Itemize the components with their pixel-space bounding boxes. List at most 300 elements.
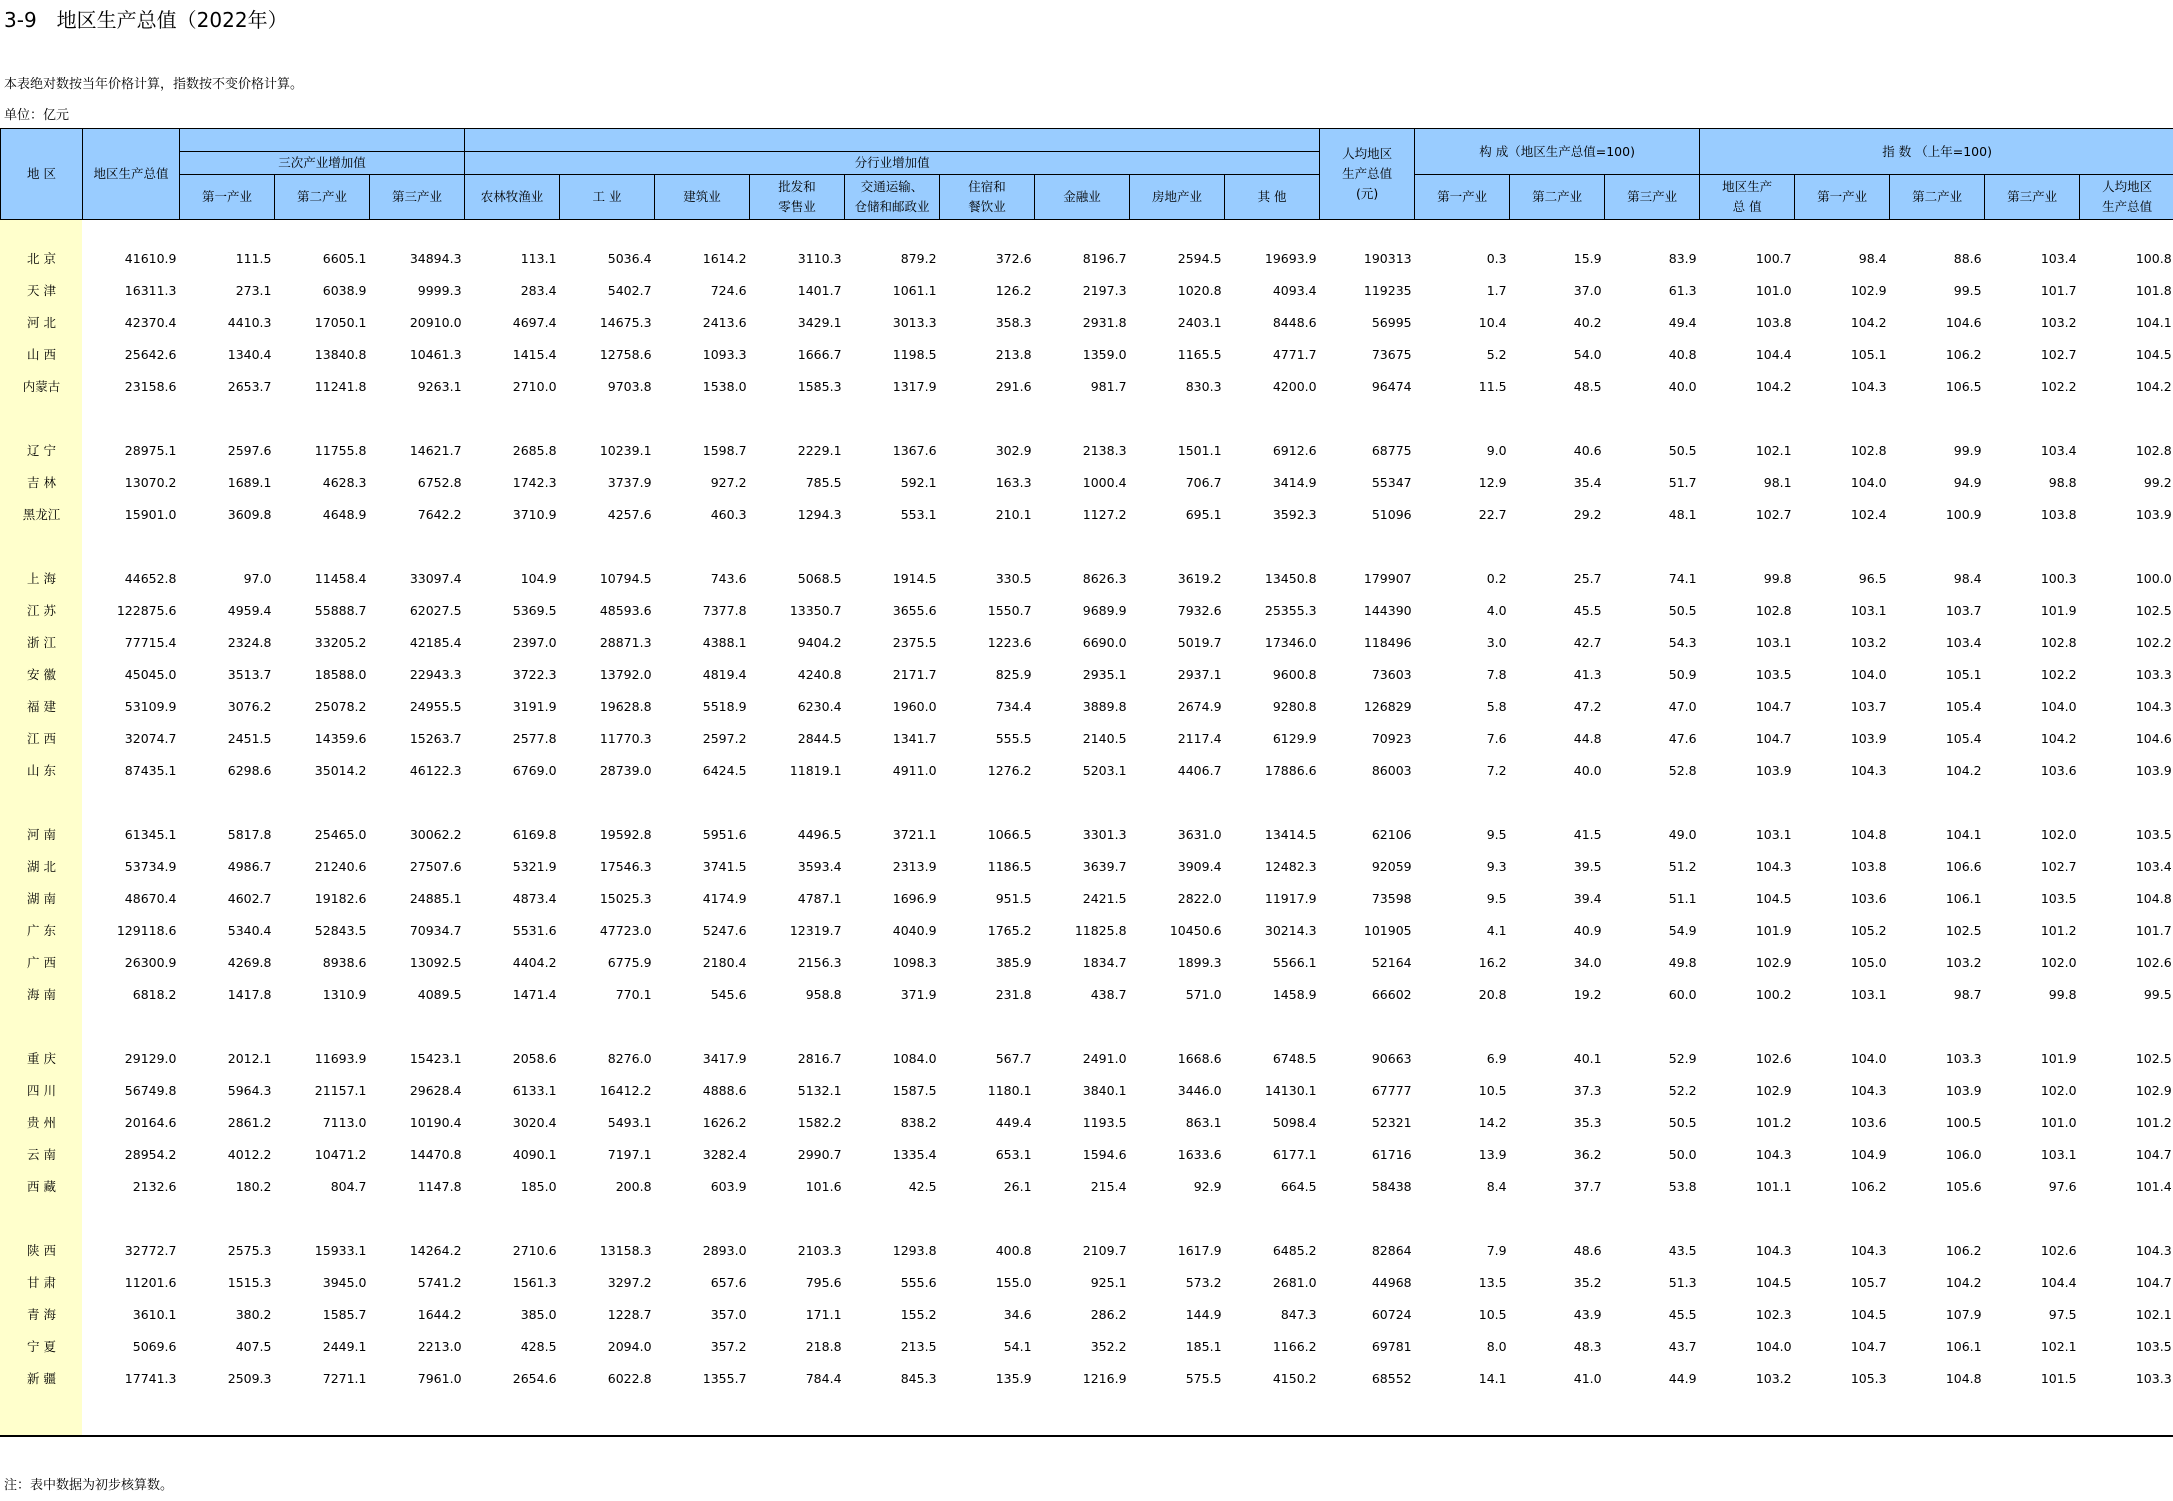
- table-cell: 9.5: [1486, 890, 1507, 906]
- table-cell: 55888.7: [314, 602, 367, 618]
- table-cell: 1626.2: [702, 1114, 747, 1130]
- table-cell: 70934.7: [409, 922, 462, 938]
- table-cell: 97.0: [243, 570, 272, 586]
- table-cell: 5518.9: [702, 698, 747, 714]
- table-cell: 286.2: [1090, 1306, 1127, 1322]
- table-cell: 33205.2: [314, 634, 367, 650]
- table-cell: 1598.7: [702, 442, 747, 458]
- table-cell: 7961.0: [417, 1370, 462, 1386]
- table-cell: 2935.1: [1082, 666, 1127, 682]
- table-cell: 104.7: [1755, 698, 1792, 714]
- table-cell: 15423.1: [409, 1050, 462, 1066]
- table-cell: 2710.0: [512, 378, 557, 394]
- table-cell: 103.9: [2135, 762, 2172, 778]
- table-cell: 10794.5: [599, 570, 652, 586]
- table-cell: 1899.3: [1177, 954, 1222, 970]
- table-cell: 37.0: [1573, 282, 1602, 298]
- table-cell: 126.2: [995, 282, 1032, 298]
- table-cell: 102.7: [2040, 858, 2077, 874]
- table-cell: 105.0: [1850, 954, 1887, 970]
- table-cell: 17886.6: [1264, 762, 1317, 778]
- table-cell: 102.8: [2135, 442, 2172, 458]
- table-cell: 958.8: [805, 986, 842, 1002]
- table-cell: 99.9: [1953, 442, 1982, 458]
- table-cell: 2654.6: [512, 1370, 557, 1386]
- table-cell: 100.8: [2135, 250, 2172, 266]
- table-cell: 107.9: [1945, 1306, 1982, 1322]
- table-cell: 2140.5: [1082, 730, 1127, 746]
- table-cell: 3429.1: [797, 314, 842, 330]
- header-index: 指 数 （上年=100): [1700, 129, 2173, 175]
- table-cell: 100.7: [1755, 250, 1792, 266]
- table-cell: 100.9: [1945, 506, 1982, 522]
- table-cell: 15025.3: [599, 890, 652, 906]
- table-cell: 1515.3: [227, 1274, 272, 1290]
- table-cell: 8196.7: [1082, 250, 1127, 266]
- table-cell: 101.2: [2040, 922, 2077, 938]
- table-cell: 104.3: [1850, 378, 1887, 394]
- region-name: 青 海: [27, 1307, 56, 1322]
- table-cell: 44.9: [1668, 1370, 1697, 1386]
- table-cell: 99.2: [2143, 474, 2172, 490]
- table-cell: 106.2: [1850, 1178, 1887, 1194]
- table-cell: 68775: [1371, 442, 1412, 458]
- table-cell: 16412.2: [599, 1082, 652, 1098]
- table-cell: 35.4: [1573, 474, 1602, 490]
- table-cell: 4040.9: [892, 922, 937, 938]
- header-idx-gdp: [1700, 175, 1795, 220]
- table-cell: 103.2: [2040, 314, 2077, 330]
- table-cell: 3909.4: [1177, 858, 1222, 874]
- table-cell: 42.5: [908, 1178, 937, 1194]
- table-cell: 3013.3: [892, 314, 937, 330]
- table-cell: 49.4: [1668, 314, 1697, 330]
- table-cell: 55347: [1371, 474, 1412, 490]
- table-cell: 21240.6: [314, 858, 367, 874]
- table-cell: 103.6: [2040, 762, 2077, 778]
- table-cell: 54.3: [1668, 634, 1697, 650]
- table-cell: 12758.6: [599, 346, 652, 362]
- table-cell: 103.8: [1850, 858, 1887, 874]
- table-cell: 104.3: [1755, 1242, 1792, 1258]
- table-cell: 1561.3: [512, 1274, 557, 1290]
- table-cell: 3.0: [1486, 634, 1507, 650]
- table-cell: 4496.5: [797, 826, 842, 842]
- table-cell: 103.8: [1755, 314, 1792, 330]
- table-cell: 2180.4: [702, 954, 747, 970]
- table-cell: 2816.7: [797, 1050, 842, 1066]
- header-primary: 第一产业: [180, 175, 275, 220]
- header-per-capita: [1320, 129, 1415, 220]
- table-cell: 302.9: [995, 442, 1032, 458]
- table-cell: 2449.1: [322, 1338, 367, 1354]
- table-cell: 102.9: [1755, 1082, 1792, 1098]
- table-cell: 74.1: [1668, 570, 1697, 586]
- table-cell: 1147.8: [417, 1178, 462, 1194]
- table-cell: 1061.1: [892, 282, 937, 298]
- table-cell: 4986.7: [227, 858, 272, 874]
- table-cell: 49.8: [1668, 954, 1697, 970]
- table-cell: 103.2: [1850, 634, 1887, 650]
- table-cell: 155.2: [900, 1306, 937, 1322]
- table-cell: 7271.1: [322, 1370, 367, 1386]
- table-cell: 61345.1: [124, 826, 177, 842]
- table-cell: 40.8: [1668, 346, 1697, 362]
- table-cell: 40.1: [1573, 1050, 1602, 1066]
- table-cell: 106.6: [1945, 858, 1982, 874]
- table-cell: 3889.8: [1082, 698, 1127, 714]
- table-cell: 11770.3: [599, 730, 652, 746]
- table-cell: 2575.3: [227, 1242, 272, 1258]
- table-cell: 104.3: [1850, 1082, 1887, 1098]
- table-cell: 1585.3: [797, 378, 842, 394]
- table-cell: 28954.2: [124, 1146, 177, 1162]
- table-cell: 1501.1: [1177, 442, 1222, 458]
- table-cell: 50.5: [1668, 442, 1697, 458]
- table-row: [1, 466, 2173, 498]
- table-cell: 218.8: [805, 1338, 842, 1354]
- header-industry: 工 业: [560, 175, 655, 220]
- table-cell: 6605.1: [322, 250, 367, 266]
- spacer-cell: [1, 1202, 2173, 1234]
- table-cell: 101.6: [805, 1178, 842, 1194]
- table-cell: 104.8: [2135, 890, 2172, 906]
- table-cell: 16311.3: [124, 282, 177, 298]
- table-cell: 5203.1: [1082, 762, 1127, 778]
- table-cell: 7113.0: [322, 1114, 367, 1130]
- table-cell: 52.9: [1668, 1050, 1697, 1066]
- table-cell: 106.0: [1945, 1146, 1982, 1162]
- region-name: 河 南: [27, 827, 56, 842]
- table-cell: 101.2: [1755, 1114, 1792, 1130]
- table-cell: 460.3: [710, 506, 747, 522]
- table-cell: 47723.0: [599, 922, 652, 938]
- table-cell: 101905: [1363, 922, 1412, 938]
- table-cell: 54.9: [1668, 922, 1697, 938]
- table-cell: 14675.3: [599, 314, 652, 330]
- table-cell: 119235: [1363, 282, 1412, 298]
- table-cell: 1582.2: [797, 1114, 842, 1130]
- table-cell: 2171.7: [892, 666, 937, 682]
- table-cell: 11241.8: [314, 378, 367, 394]
- table-cell: 657.6: [710, 1274, 747, 1290]
- table-cell: 7197.1: [607, 1146, 652, 1162]
- table-cell: 2710.6: [512, 1242, 557, 1258]
- header-hotel-line1: 住宿和: [968, 179, 1006, 194]
- table-cell: 981.7: [1090, 378, 1127, 394]
- table-cell: 47.6: [1668, 730, 1697, 746]
- region-name: 西 藏: [27, 1179, 56, 1194]
- table-cell: 43.9: [1573, 1306, 1602, 1322]
- table-body: [1, 220, 2173, 1395]
- table-cell: 135.9: [995, 1370, 1032, 1386]
- table-cell: 1.7: [1486, 282, 1507, 298]
- table-cell: 104.2: [1945, 1274, 1982, 1290]
- table-cell: 11755.8: [314, 442, 367, 458]
- table-cell: 155.0: [995, 1274, 1032, 1290]
- table-cell: 1276.2: [987, 762, 1032, 778]
- table-cell: 35.2: [1573, 1274, 1602, 1290]
- table-cell: 104.5: [1850, 1306, 1887, 1322]
- header-wholesale: [750, 175, 845, 220]
- table-cell: 105.4: [1945, 698, 1982, 714]
- table-cell: 838.2: [900, 1114, 937, 1130]
- table-row: [1, 850, 2173, 882]
- table-cell: 3721.1: [892, 826, 937, 842]
- table-cell: 804.7: [330, 1178, 367, 1194]
- table-cell: 14359.6: [314, 730, 367, 746]
- table-cell: 104.5: [1755, 1274, 1792, 1290]
- table-cell: 101.5: [2040, 1370, 2077, 1386]
- table-cell: 103.1: [2040, 1146, 2077, 1162]
- table-cell: 35.3: [1573, 1114, 1602, 1130]
- table-cell: 106.2: [1945, 346, 1982, 362]
- table-cell: 8448.6: [1272, 314, 1317, 330]
- table-cell: 2491.0: [1082, 1050, 1127, 1066]
- table-cell: 825.9: [995, 666, 1032, 682]
- table-cell: 104.8: [1945, 1370, 1982, 1386]
- table-cell: 41.5: [1573, 826, 1602, 842]
- table-cell: 13158.3: [599, 1242, 652, 1258]
- table-cell: 4602.7: [227, 890, 272, 906]
- table-cell: 1020.8: [1177, 282, 1222, 298]
- table-cell: 98.7: [1953, 986, 1982, 1002]
- table-cell: 1166.2: [1272, 1338, 1317, 1354]
- table-cell: 102.6: [1755, 1050, 1792, 1066]
- table-cell: 11819.1: [789, 762, 842, 778]
- table-cell: 25465.0: [314, 826, 367, 842]
- table-cell: 9.5: [1486, 826, 1507, 842]
- table-cell: 1180.1: [987, 1082, 1032, 1098]
- table-cell: 7.9: [1486, 1242, 1507, 1258]
- table-cell: 13070.2: [124, 474, 177, 490]
- table-cell: 4771.7: [1272, 346, 1317, 362]
- table-cell: 215.4: [1090, 1178, 1127, 1194]
- header-transport: [845, 175, 940, 220]
- table-cell: 101.2: [2135, 1114, 2172, 1130]
- table-cell: 103.9: [2135, 506, 2172, 522]
- table-cell: 32772.7: [124, 1242, 177, 1258]
- table-cell: 103.4: [2040, 250, 2077, 266]
- region-name: 陕 西: [27, 1243, 56, 1258]
- table-cell: 103.3: [2135, 666, 2172, 682]
- table-cell: 25078.2: [314, 698, 367, 714]
- table-cell: 29.2: [1573, 506, 1602, 522]
- table-cell: 5068.5: [797, 570, 842, 586]
- table-cell: 6038.9: [322, 282, 367, 298]
- table-cell: 42185.4: [409, 634, 462, 650]
- table-cell: 101.0: [2040, 1114, 2077, 1130]
- table-cell: 11693.9: [314, 1050, 367, 1066]
- table-cell: 743.6: [710, 570, 747, 586]
- table-cell: 102.1: [1755, 442, 1792, 458]
- table-cell: 102.9: [1850, 282, 1887, 298]
- table-cell: 2594.5: [1177, 250, 1222, 266]
- table-cell: 62106: [1371, 826, 1412, 842]
- table-cell: 1093.3: [702, 346, 747, 362]
- header-per-capita-line3: (元): [1355, 186, 1379, 201]
- table-cell: 5741.2: [417, 1274, 462, 1290]
- table-cell: 102.1: [2135, 1306, 2172, 1322]
- table-cell: 77715.4: [124, 634, 177, 650]
- region-name: 重 庆: [27, 1051, 56, 1066]
- table-cell: 34.6: [1003, 1306, 1032, 1322]
- region-name: 宁 夏: [27, 1339, 56, 1354]
- table-cell: 102.9: [1755, 954, 1792, 970]
- table-cell: 6177.1: [1272, 1146, 1317, 1162]
- table-cell: 951.5: [995, 890, 1032, 906]
- table-cell: 2138.3: [1082, 442, 1127, 458]
- table-cell: 97.5: [2048, 1306, 2077, 1322]
- table-cell: 53109.9: [124, 698, 177, 714]
- table-cell: 3710.9: [512, 506, 557, 522]
- table-cell: 770.1: [615, 986, 652, 1002]
- table-cell: 52.8: [1668, 762, 1697, 778]
- region-name: 北 京: [27, 251, 56, 266]
- table-cell: 1198.5: [892, 346, 937, 362]
- table-cell: 9263.1: [417, 378, 462, 394]
- table-cell: 2653.7: [227, 378, 272, 394]
- table-cell: 4150.2: [1272, 1370, 1317, 1386]
- table-cell: 102.0: [2040, 954, 2077, 970]
- table-cell: 104.0: [2040, 698, 2077, 714]
- table-row: [1, 722, 2173, 754]
- table-cell: 273.1: [235, 282, 272, 298]
- region-name: 辽 宁: [27, 443, 56, 458]
- table-cell: 695.1: [1185, 506, 1222, 522]
- group-spacer: [1, 530, 2173, 562]
- table-cell: 104.2: [1850, 314, 1887, 330]
- table-cell: 9404.2: [797, 634, 842, 650]
- table-row: [1, 594, 2173, 626]
- table-cell: 9999.3: [417, 282, 462, 298]
- table-cell: 283.4: [520, 282, 557, 298]
- table-row: [1, 1074, 2173, 1106]
- table-cell: 3592.3: [1272, 506, 1317, 522]
- table-cell: 52.2: [1668, 1082, 1697, 1098]
- table-cell: 2451.5: [227, 730, 272, 746]
- table-cell: 22.7: [1478, 506, 1507, 522]
- table-cell: 1617.9: [1177, 1242, 1222, 1258]
- table-cell: 7.8: [1486, 666, 1507, 682]
- table-cell: 104.3: [1755, 1146, 1792, 1162]
- table-cell: 5069.6: [132, 1338, 177, 1354]
- table-cell: 2324.8: [227, 634, 272, 650]
- table-cell: 43.5: [1668, 1242, 1697, 1258]
- table-cell: 106.1: [1945, 890, 1982, 906]
- table-cell: 13414.5: [1264, 826, 1317, 842]
- table-cell: 61716: [1371, 1146, 1412, 1162]
- table-cell: 61.3: [1668, 282, 1697, 298]
- region-name: 贵 州: [27, 1115, 56, 1130]
- table-cell: 4257.6: [607, 506, 652, 522]
- table-cell: 41.3: [1573, 666, 1602, 682]
- table-cell: 16.2: [1478, 954, 1507, 970]
- table-cell: 103.6: [1850, 890, 1887, 906]
- table-cell: 41.0: [1573, 1370, 1602, 1386]
- table-cell: 100.5: [1945, 1114, 1982, 1130]
- header-wholesale-line1: 批发和: [778, 179, 816, 194]
- table-cell: 105.1: [1945, 666, 1982, 682]
- table-cell: 845.3: [900, 1370, 937, 1386]
- table-cell: 3110.3: [797, 250, 842, 266]
- table-cell: 97.6: [2048, 1178, 2077, 1194]
- table-cell: 122875.6: [116, 602, 177, 618]
- table-cell: 60.0: [1668, 986, 1697, 1002]
- table-cell: 103.7: [1850, 698, 1887, 714]
- table-cell: 33097.4: [409, 570, 462, 586]
- table-cell: 34.0: [1573, 954, 1602, 970]
- table-cell: 103.2: [1755, 1370, 1792, 1386]
- table-cell: 103.7: [1945, 602, 1982, 618]
- table-cell: 734.4: [995, 698, 1032, 714]
- table-cell: 103.1: [1850, 986, 1887, 1002]
- table-cell: 3610.1: [132, 1306, 177, 1322]
- table-cell: 6424.5: [702, 762, 747, 778]
- table-cell: 4873.4: [512, 890, 557, 906]
- table-cell: 60724: [1371, 1306, 1412, 1322]
- table-cell: 4089.5: [417, 986, 462, 1002]
- table-cell: 1696.9: [892, 890, 937, 906]
- table-cell: 48.5: [1573, 378, 1602, 394]
- region-name: 安 徽: [27, 667, 56, 682]
- table-cell: 98.8: [2048, 474, 2077, 490]
- table-cell: 784.4: [805, 1370, 842, 1386]
- table-cell: 1471.4: [512, 986, 557, 1002]
- region-name: 内蒙古: [22, 379, 61, 394]
- table-cell: 10450.6: [1169, 922, 1222, 938]
- table-cell: 15901.0: [124, 506, 177, 522]
- table-cell: 3593.4: [797, 858, 842, 874]
- table-cell: 104.5: [1755, 890, 1792, 906]
- region-name: 广 东: [27, 923, 56, 938]
- table-cell: 12.9: [1478, 474, 1507, 490]
- table-row: [1, 1106, 2173, 1138]
- region-name: 山 西: [27, 347, 56, 362]
- header-hotel-line2: 餐饮业: [968, 199, 1006, 214]
- table-cell: 567.7: [995, 1050, 1032, 1066]
- table-cell: 14130.1: [1264, 1082, 1317, 1098]
- table-cell: 54.0: [1573, 346, 1602, 362]
- table-cell: 94.9: [1953, 474, 1982, 490]
- table-row: [1, 1138, 2173, 1170]
- table-cell: 5964.3: [227, 1082, 272, 1098]
- table-cell: 9689.9: [1082, 602, 1127, 618]
- table-cell: 73598: [1371, 890, 1412, 906]
- table-cell: 6690.0: [1082, 634, 1127, 650]
- table-cell: 545.6: [710, 986, 747, 1002]
- table-cell: 53734.9: [124, 858, 177, 874]
- table-row: [1, 1266, 2173, 1298]
- table-cell: 28975.1: [124, 442, 177, 458]
- table-cell: 11825.8: [1074, 922, 1127, 938]
- table-cell: 104.0: [1755, 1338, 1792, 1354]
- header-idx-percap-line2: 生产总值: [2102, 199, 2153, 214]
- table-row: [1, 1330, 2173, 1362]
- table-cell: 24955.5: [409, 698, 462, 714]
- table-cell: 92.9: [1193, 1178, 1222, 1194]
- table-cell: 358.3: [995, 314, 1032, 330]
- table-cell: 104.7: [2135, 1146, 2172, 1162]
- table-cell: 1193.5: [1082, 1114, 1127, 1130]
- table-cell: 25.7: [1573, 570, 1602, 586]
- table-cell: 44968: [1371, 1274, 1412, 1290]
- header-per-capita-line1: 人均地区: [1342, 146, 1393, 161]
- table-cell: 13350.7: [789, 602, 842, 618]
- region-name: 天 津: [27, 283, 56, 298]
- table-cell: 330.5: [995, 570, 1032, 586]
- table-cell: 2413.6: [702, 314, 747, 330]
